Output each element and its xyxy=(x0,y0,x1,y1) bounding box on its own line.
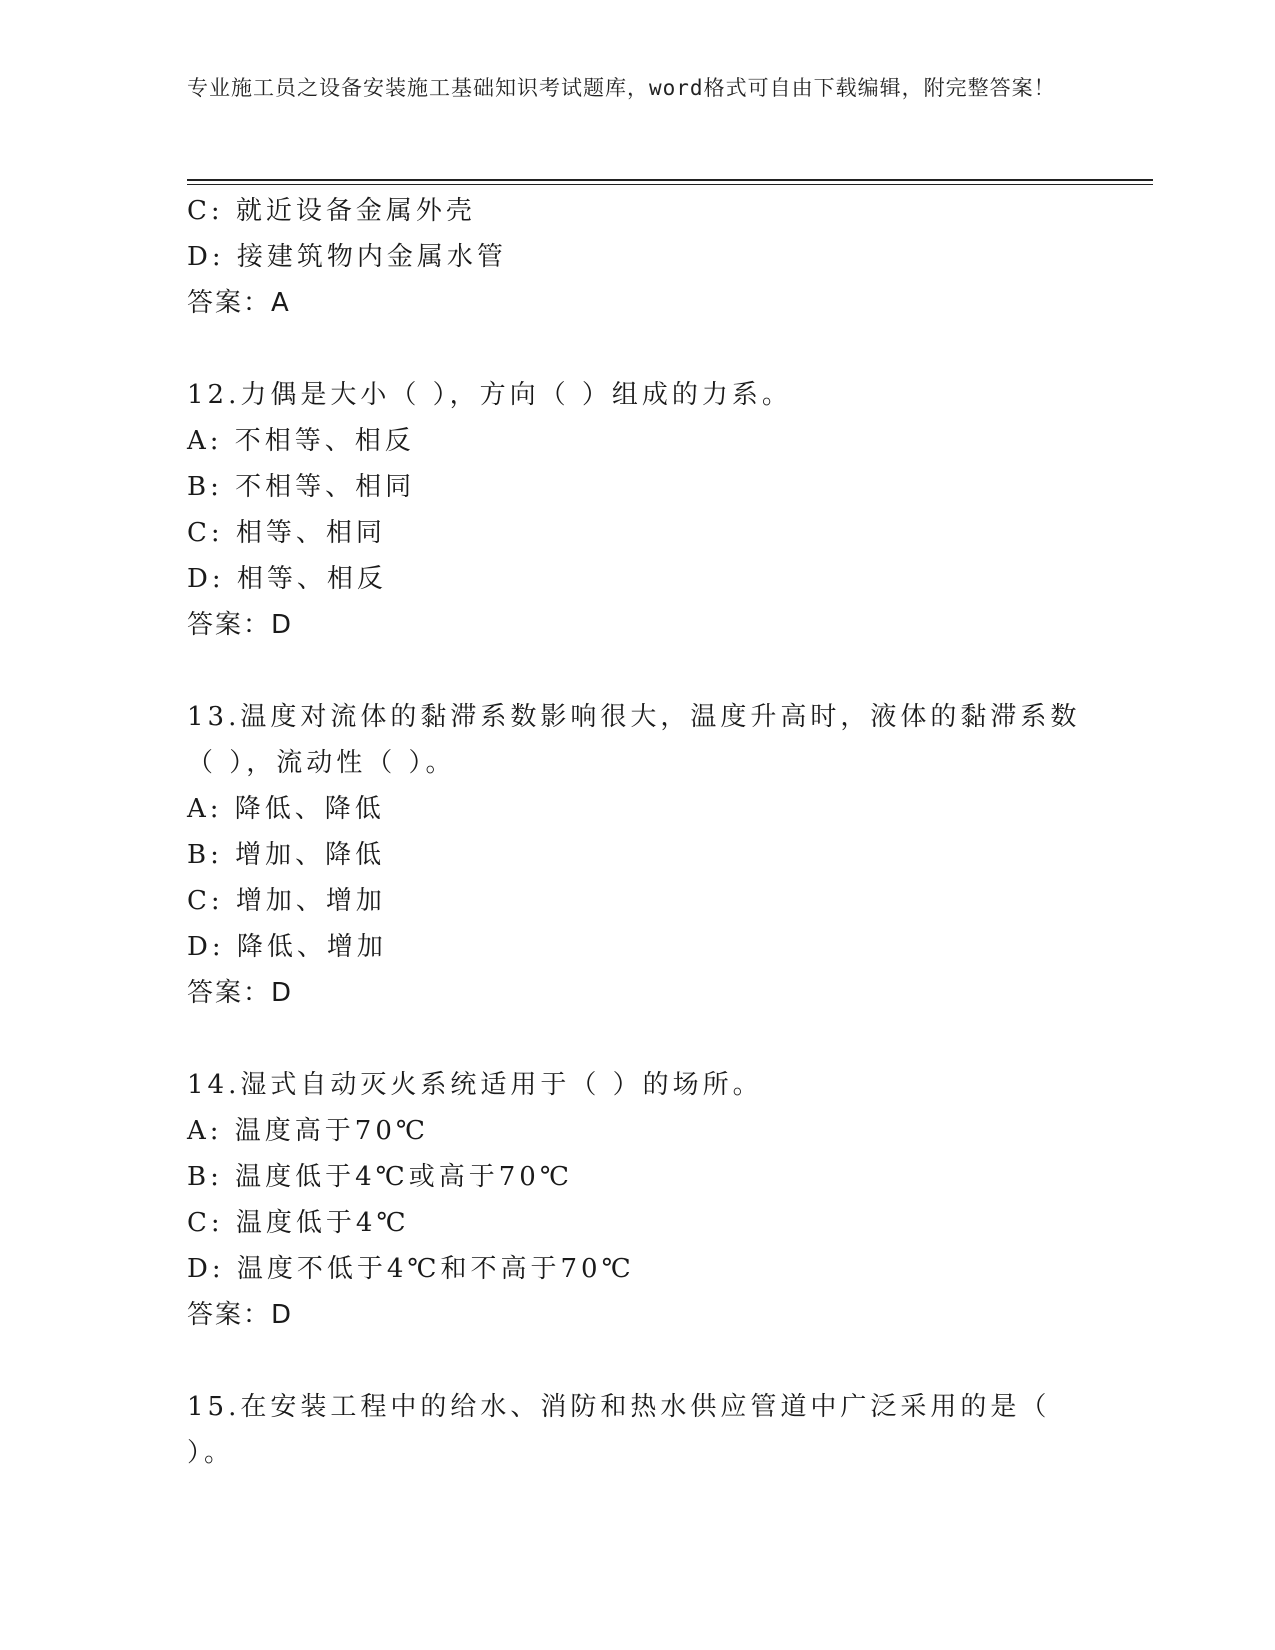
option-c: C: 温度低于4℃ xyxy=(187,1208,410,1238)
option-b: B: 温度低于4℃或高于70℃ xyxy=(187,1162,573,1192)
answer: 答案：D xyxy=(187,610,294,640)
option-a: A: 降低、降低 xyxy=(187,794,385,824)
option-a: A: 不相等、相反 xyxy=(187,426,415,456)
option-c: C: 就近设备金属外壳 xyxy=(187,196,476,226)
option-a: A: 温度高于70℃ xyxy=(187,1116,429,1146)
question-stem: 15.在安装工程中的给水、消防和热水供应管道中广泛采用的是（ ）。 xyxy=(187,1392,1051,1468)
header-rule-thick xyxy=(187,179,1153,181)
question-stem: 13.温度对流体的黏滞系数影响很大，温度升高时，液体的黏滞系数（ ），流动性（ ）。 xyxy=(187,702,1081,778)
option-d: D: 接建筑物内金属水管 xyxy=(187,242,507,272)
question-stem: 14.湿式自动灭火系统适用于（ ）的场所。 xyxy=(187,1070,763,1100)
answer: 答案：A xyxy=(187,288,291,318)
question-stem: 12.力偶是大小（ ），方向（ ）组成的力系。 xyxy=(187,380,792,410)
option-b: B: 增加、降低 xyxy=(187,840,386,870)
header-rule-thin xyxy=(187,184,1153,185)
answer: 答案：D xyxy=(187,1300,294,1330)
option-d: D: 降低、增加 xyxy=(187,932,387,962)
answer: 答案：D xyxy=(187,978,294,1008)
option-c: C: 增加、增加 xyxy=(187,886,386,916)
option-d: D: 相等、相反 xyxy=(187,564,387,594)
question-list xyxy=(187,188,1087,1476)
option-c: C: 相等、相同 xyxy=(187,518,386,548)
option-b: B: 不相等、相同 xyxy=(187,472,416,502)
option-d: D: 温度不低于4℃和不高于70℃ xyxy=(187,1254,635,1284)
page-header: 专业施工员之设备安装施工基础知识考试题库，word格式可自由下载编辑，附完整答案！ xyxy=(187,76,1056,100)
